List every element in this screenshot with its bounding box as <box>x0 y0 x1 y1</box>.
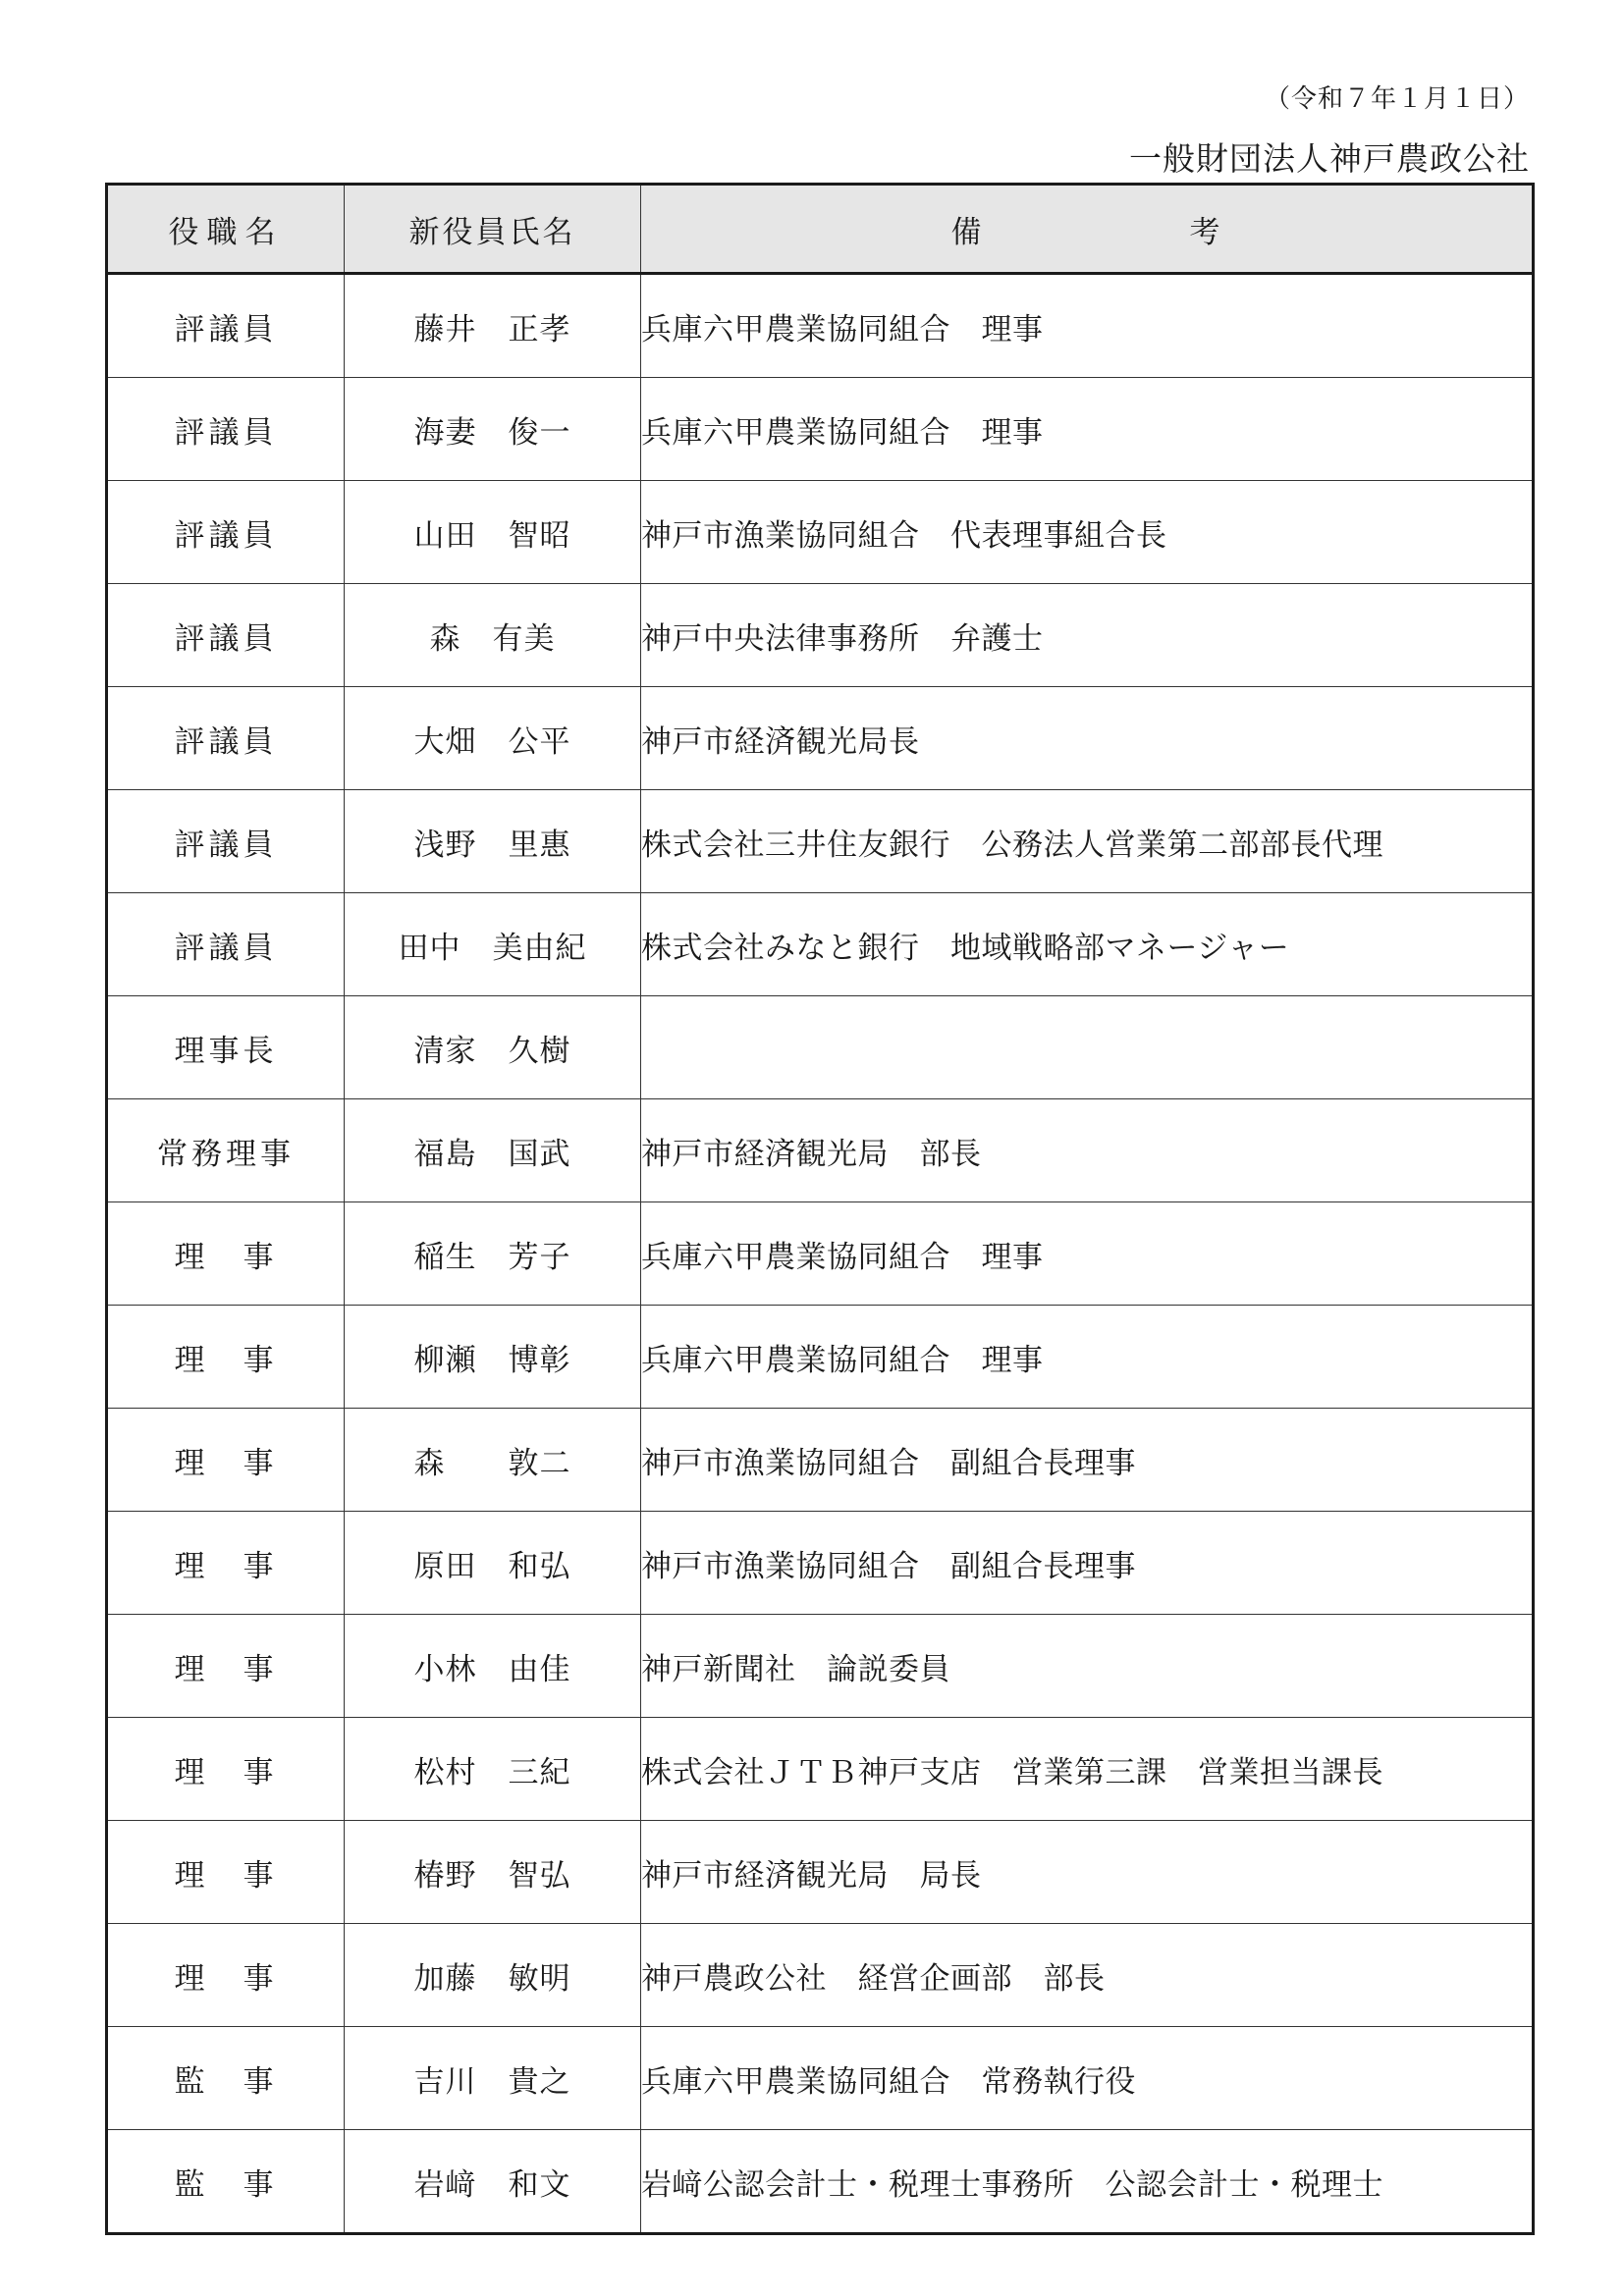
name-cell: 森 有美 <box>345 584 641 687</box>
role-cell: 理 事 <box>107 1409 345 1512</box>
table-row <box>107 378 1534 481</box>
name-cell: 岩﨑 和文 <box>345 2130 641 2234</box>
name-cell: 山田 智昭 <box>345 481 641 584</box>
role-cell: 理 事 <box>107 1821 345 1924</box>
role-cell: 理 事 <box>107 1512 345 1615</box>
column-header-note <box>641 185 1534 274</box>
note-cell: 株式会社みなと銀行 地域戦略部マネージャー <box>641 893 1534 996</box>
role-cell: 評議員 <box>107 790 345 893</box>
name-cell: 稲生 芳子 <box>345 1202 641 1306</box>
role-cell: 理 事 <box>107 1718 345 1821</box>
column-header-role: 役職名 <box>107 185 345 274</box>
role-cell: 理 事 <box>107 1615 345 1718</box>
name-cell: 海妻 俊一 <box>345 378 641 481</box>
note-cell: 神戸市漁業協同組合 副組合長理事 <box>641 1409 1534 1512</box>
table-row <box>107 584 1534 687</box>
note-cell: 株式会社ＪＴＢ神戸支店 営業第三課 営業担当課長 <box>641 1718 1534 1821</box>
name-cell: 小林 由佳 <box>345 1615 641 1718</box>
note-cell: 神戸市経済観光局 部長 <box>641 1099 1534 1202</box>
document-date: （令和７年１月１日） <box>1264 84 1530 114</box>
table-row <box>107 687 1534 790</box>
name-cell: 浅野 里惠 <box>345 790 641 893</box>
role-cell: 監 事 <box>107 2130 345 2234</box>
role-cell: 評議員 <box>107 584 345 687</box>
name-cell: 柳瀬 博彰 <box>345 1306 641 1409</box>
name-cell: 清家 久樹 <box>345 996 641 1099</box>
table-row <box>107 1099 1534 1202</box>
name-cell: 椿野 智弘 <box>345 1821 641 1924</box>
role-cell: 評議員 <box>107 274 345 378</box>
note-cell: 岩﨑公認会計士・税理士事務所 公認会計士・税理士 <box>641 2130 1534 2234</box>
table-row <box>107 1202 1534 1306</box>
role-cell: 監 事 <box>107 2027 345 2130</box>
note-cell <box>641 996 1534 1099</box>
table-row <box>107 790 1534 893</box>
table-header <box>107 185 1534 274</box>
name-cell: 森 敦二 <box>345 1409 641 1512</box>
note-cell: 株式会社三井住友銀行 公務法人営業第二部部長代理 <box>641 790 1534 893</box>
officer-roster-table <box>105 183 1535 2235</box>
role-cell: 理 事 <box>107 1924 345 2027</box>
role-cell: 評議員 <box>107 481 345 584</box>
note-cell: 神戸新聞社 論説委員 <box>641 1615 1534 1718</box>
role-cell: 評議員 <box>107 378 345 481</box>
column-header-note-right: 考 <box>1189 214 1222 250</box>
table-row <box>107 1924 1534 2027</box>
table-row <box>107 481 1534 584</box>
table-row <box>107 2027 1534 2130</box>
table-row <box>107 1615 1534 1718</box>
note-cell: 神戸市経済観光局長 <box>641 687 1534 790</box>
name-cell: 福島 国武 <box>345 1099 641 1202</box>
role-cell: 理 事 <box>107 1202 345 1306</box>
name-cell: 原田 和弘 <box>345 1512 641 1615</box>
role-cell: 評議員 <box>107 687 345 790</box>
column-header-note-left: 備 <box>950 214 984 250</box>
table-row <box>107 1821 1534 1924</box>
note-cell: 兵庫六甲農業協同組合 常務執行役 <box>641 2027 1534 2130</box>
note-cell: 兵庫六甲農業協同組合 理事 <box>641 1306 1534 1409</box>
table-row <box>107 2130 1534 2234</box>
name-cell: 藤井 正孝 <box>345 274 641 378</box>
role-cell: 常務理事 <box>107 1099 345 1202</box>
note-cell: 兵庫六甲農業協同組合 理事 <box>641 1202 1534 1306</box>
table-row <box>107 274 1534 378</box>
role-cell: 理事長 <box>107 996 345 1099</box>
column-header-name: 新役員氏名 <box>345 185 641 274</box>
note-cell: 神戸市経済観光局 局長 <box>641 1821 1534 1924</box>
table-row <box>107 1718 1534 1821</box>
note-cell: 神戸農政公社 経営企画部 部長 <box>641 1924 1534 2027</box>
note-cell: 兵庫六甲農業協同組合 理事 <box>641 378 1534 481</box>
role-cell: 理 事 <box>107 1306 345 1409</box>
name-cell: 加藤 敏明 <box>345 1924 641 2027</box>
note-cell: 神戸市漁業協同組合 代表理事組合長 <box>641 481 1534 584</box>
table-row <box>107 1409 1534 1512</box>
name-cell: 田中 美由紀 <box>345 893 641 996</box>
note-cell: 兵庫六甲農業協同組合 理事 <box>641 274 1534 378</box>
table-row <box>107 1306 1534 1409</box>
name-cell: 松村 三紀 <box>345 1718 641 1821</box>
organization-name: 一般財団法人神戸農政公社 <box>1129 139 1530 178</box>
name-cell: 吉川 貴之 <box>345 2027 641 2130</box>
note-cell: 神戸市漁業協同組合 副組合長理事 <box>641 1512 1534 1615</box>
header-row <box>107 185 1534 274</box>
table-row <box>107 893 1534 996</box>
name-cell: 大畑 公平 <box>345 687 641 790</box>
table-row <box>107 996 1534 1099</box>
table-row <box>107 1512 1534 1615</box>
note-cell: 神戸中央法律事務所 弁護士 <box>641 584 1534 687</box>
table-body <box>107 274 1534 2234</box>
role-cell: 評議員 <box>107 893 345 996</box>
